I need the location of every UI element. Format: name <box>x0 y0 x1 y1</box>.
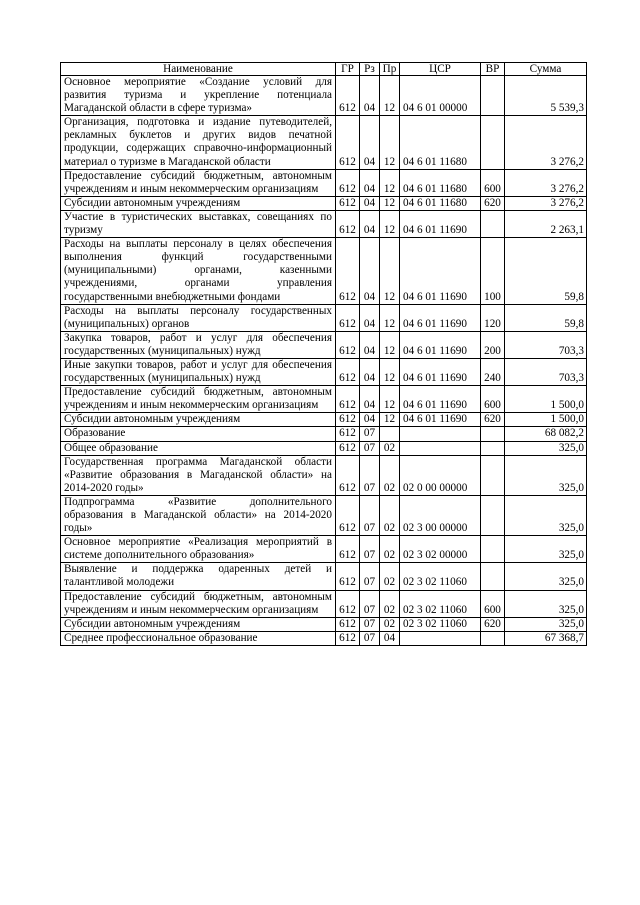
cell-csr: 02 0 00 00000 <box>400 455 481 495</box>
header-sum: Сумма <box>505 63 587 76</box>
cell-vr <box>481 441 505 455</box>
table-row <box>61 386 587 413</box>
cell-gr: 612 <box>336 169 360 196</box>
cell-pr: 12 <box>380 386 400 413</box>
cell-rz: 04 <box>360 386 380 413</box>
table-row <box>61 358 587 385</box>
cell-gr: 612 <box>336 617 360 631</box>
header-csr: ЦСР <box>400 63 481 76</box>
cell-vr <box>481 427 505 441</box>
cell-sum: 703,3 <box>505 331 587 358</box>
header-vr: ВР <box>481 63 505 76</box>
cell-name: Субсидии автономным учреждениям <box>61 413 336 427</box>
cell-csr <box>400 441 481 455</box>
cell-name: Закупка товаров, работ и услуг для обеспечения государственных (муниципальных) нужд <box>61 331 336 358</box>
cell-pr: 12 <box>380 116 400 169</box>
cell-rz: 04 <box>360 358 380 385</box>
cell-gr: 612 <box>336 455 360 495</box>
table-row <box>61 495 587 535</box>
cell-rz: 04 <box>360 331 380 358</box>
cell-rz: 04 <box>360 413 380 427</box>
cell-csr: 02 3 02 00000 <box>400 536 481 563</box>
budget-table <box>60 62 587 646</box>
cell-sum: 3 276,2 <box>505 196 587 210</box>
header-rz: Рз <box>360 63 380 76</box>
cell-gr: 612 <box>336 116 360 169</box>
cell-vr: 620 <box>481 413 505 427</box>
cell-rz: 07 <box>360 441 380 455</box>
cell-rz: 04 <box>360 210 380 237</box>
cell-gr: 612 <box>336 210 360 237</box>
cell-sum: 325,0 <box>505 441 587 455</box>
table-row <box>61 631 587 645</box>
table-row <box>61 563 587 590</box>
table-row <box>61 617 587 631</box>
cell-csr: 04 6 01 00000 <box>400 76 481 116</box>
table-row <box>61 76 587 116</box>
cell-vr <box>481 495 505 535</box>
cell-vr <box>481 536 505 563</box>
cell-name: Образование <box>61 427 336 441</box>
cell-vr <box>481 631 505 645</box>
cell-sum: 59,8 <box>505 304 587 331</box>
table-body <box>61 76 587 646</box>
cell-csr: 04 6 01 11680 <box>400 116 481 169</box>
cell-vr: 620 <box>481 617 505 631</box>
cell-sum: 68 082,2 <box>505 427 587 441</box>
table-row <box>61 116 587 169</box>
cell-rz: 07 <box>360 617 380 631</box>
header-name: Наименование <box>61 63 336 76</box>
cell-vr <box>481 76 505 116</box>
table-row <box>61 304 587 331</box>
cell-pr: 02 <box>380 495 400 535</box>
cell-sum: 325,0 <box>505 536 587 563</box>
cell-gr: 612 <box>336 427 360 441</box>
header-pr: Пр <box>380 63 400 76</box>
cell-name: Субсидии автономным учреждениям <box>61 196 336 210</box>
cell-csr <box>400 631 481 645</box>
cell-rz: 07 <box>360 631 380 645</box>
cell-vr: 620 <box>481 196 505 210</box>
table-row <box>61 196 587 210</box>
cell-rz: 04 <box>360 169 380 196</box>
cell-sum: 67 368,7 <box>505 631 587 645</box>
cell-csr: 02 3 02 11060 <box>400 563 481 590</box>
cell-gr: 612 <box>336 331 360 358</box>
cell-name: Выявление и поддержка одаренных детей и талантливой молодежи <box>61 563 336 590</box>
cell-name: Среднее профессиональное образование <box>61 631 336 645</box>
cell-pr: 12 <box>380 196 400 210</box>
cell-gr: 612 <box>336 563 360 590</box>
table-row <box>61 455 587 495</box>
cell-pr <box>380 427 400 441</box>
cell-csr: 04 6 01 11690 <box>400 304 481 331</box>
cell-name: Основное мероприятие «Создание условий для развития туризма и укрепление потенциала Магаданской области в сфере туризма» <box>61 76 336 116</box>
cell-sum: 1 500,0 <box>505 413 587 427</box>
cell-sum: 3 276,2 <box>505 169 587 196</box>
cell-rz: 07 <box>360 563 380 590</box>
cell-sum: 325,0 <box>505 590 587 617</box>
cell-csr: 04 6 01 11680 <box>400 169 481 196</box>
cell-pr: 12 <box>380 331 400 358</box>
cell-gr: 612 <box>336 76 360 116</box>
cell-name: Организация, подготовка и издание путеводителей, рекламных буклетов и других видов печатной продукции, содержащих справочно-информационный материал о туризме в Магаданской области <box>61 116 336 169</box>
cell-pr: 12 <box>380 76 400 116</box>
cell-csr <box>400 427 481 441</box>
cell-pr: 02 <box>380 441 400 455</box>
cell-pr: 12 <box>380 210 400 237</box>
cell-pr: 02 <box>380 617 400 631</box>
cell-pr: 12 <box>380 304 400 331</box>
cell-rz: 04 <box>360 116 380 169</box>
cell-gr: 612 <box>336 386 360 413</box>
cell-gr: 612 <box>336 196 360 210</box>
cell-csr: 04 6 01 11680 <box>400 196 481 210</box>
cell-vr <box>481 116 505 169</box>
cell-rz: 04 <box>360 238 380 304</box>
cell-gr: 612 <box>336 631 360 645</box>
cell-name: Иные закупки товаров, работ и услуг для обеспечения государственных (муниципальных) нужд <box>61 358 336 385</box>
cell-sum: 3 276,2 <box>505 116 587 169</box>
cell-vr: 600 <box>481 169 505 196</box>
cell-sum: 325,0 <box>505 617 587 631</box>
cell-name: Общее образование <box>61 441 336 455</box>
cell-vr <box>481 210 505 237</box>
cell-vr <box>481 563 505 590</box>
cell-vr: 100 <box>481 238 505 304</box>
table-row <box>61 590 587 617</box>
cell-rz: 07 <box>360 427 380 441</box>
cell-csr: 04 6 01 11690 <box>400 386 481 413</box>
cell-sum: 1 500,0 <box>505 386 587 413</box>
table-row <box>61 210 587 237</box>
cell-gr: 612 <box>336 495 360 535</box>
cell-gr: 612 <box>336 304 360 331</box>
cell-name: Предоставление субсидий бюджетным, автономным учреждениям и иным некоммерческим организациям <box>61 169 336 196</box>
cell-rz: 07 <box>360 455 380 495</box>
cell-vr: 120 <box>481 304 505 331</box>
cell-vr: 600 <box>481 386 505 413</box>
header-gr: ГР <box>336 63 360 76</box>
cell-sum: 325,0 <box>505 563 587 590</box>
cell-name: Основное мероприятие «Реализация мероприятий в системе дополнительного образования» <box>61 536 336 563</box>
cell-name: Расходы на выплаты персоналу государственных (муниципальных) органов <box>61 304 336 331</box>
cell-sum: 2 263,1 <box>505 210 587 237</box>
cell-gr: 612 <box>336 413 360 427</box>
cell-gr: 612 <box>336 238 360 304</box>
cell-csr: 02 3 02 11060 <box>400 590 481 617</box>
cell-name: Предоставление субсидий бюджетным, автономным учреждениям и иным некоммерческим организациям <box>61 386 336 413</box>
cell-rz: 04 <box>360 196 380 210</box>
cell-rz: 04 <box>360 76 380 116</box>
cell-vr <box>481 455 505 495</box>
table-row <box>61 331 587 358</box>
cell-vr: 600 <box>481 590 505 617</box>
cell-pr: 02 <box>380 536 400 563</box>
cell-name: Государственная программа Магаданской области «Развитие образования в Магаданской области» на 2014-2020 годы» <box>61 455 336 495</box>
cell-rz: 07 <box>360 590 380 617</box>
cell-csr: 04 6 01 11690 <box>400 331 481 358</box>
cell-vr: 200 <box>481 331 505 358</box>
cell-pr: 02 <box>380 590 400 617</box>
cell-name: Подпрограмма «Развитие дополнительного образования в Магаданской области» на 2014-2020 годы» <box>61 495 336 535</box>
cell-pr: 02 <box>380 563 400 590</box>
cell-rz: 07 <box>360 495 380 535</box>
cell-name: Предоставление субсидий бюджетным, автономным учреждениям и иным некоммерческим организациям <box>61 590 336 617</box>
cell-sum: 5 539,3 <box>505 76 587 116</box>
cell-name: Расходы на выплаты персоналу в целях обеспечения выполнения функций государственными (муниципальными) органами, казенными учреждениями, органами управления государственными внебюджетными фондами <box>61 238 336 304</box>
cell-pr: 04 <box>380 631 400 645</box>
table-row <box>61 238 587 304</box>
cell-pr: 12 <box>380 169 400 196</box>
table-row <box>61 536 587 563</box>
cell-sum: 325,0 <box>505 455 587 495</box>
cell-gr: 612 <box>336 358 360 385</box>
cell-sum: 325,0 <box>505 495 587 535</box>
cell-name: Участие в туристических выставках, совещаниях по туризму <box>61 210 336 237</box>
cell-pr: 12 <box>380 413 400 427</box>
header-row <box>61 63 587 76</box>
cell-rz: 07 <box>360 536 380 563</box>
cell-pr: 02 <box>380 455 400 495</box>
table-row <box>61 427 587 441</box>
cell-name: Субсидии автономным учреждениям <box>61 617 336 631</box>
cell-csr: 04 6 01 11690 <box>400 358 481 385</box>
cell-vr: 240 <box>481 358 505 385</box>
cell-pr: 12 <box>380 238 400 304</box>
table-row <box>61 169 587 196</box>
cell-gr: 612 <box>336 441 360 455</box>
cell-csr: 04 6 01 11690 <box>400 238 481 304</box>
cell-sum: 59,8 <box>505 238 587 304</box>
cell-gr: 612 <box>336 590 360 617</box>
table-row <box>61 441 587 455</box>
cell-rz: 04 <box>360 304 380 331</box>
cell-csr: 02 3 02 11060 <box>400 617 481 631</box>
cell-csr: 02 3 00 00000 <box>400 495 481 535</box>
cell-csr: 04 6 01 11690 <box>400 413 481 427</box>
cell-gr: 612 <box>336 536 360 563</box>
cell-sum: 703,3 <box>505 358 587 385</box>
table-row <box>61 413 587 427</box>
cell-csr: 04 6 01 11690 <box>400 210 481 237</box>
cell-pr: 12 <box>380 358 400 385</box>
